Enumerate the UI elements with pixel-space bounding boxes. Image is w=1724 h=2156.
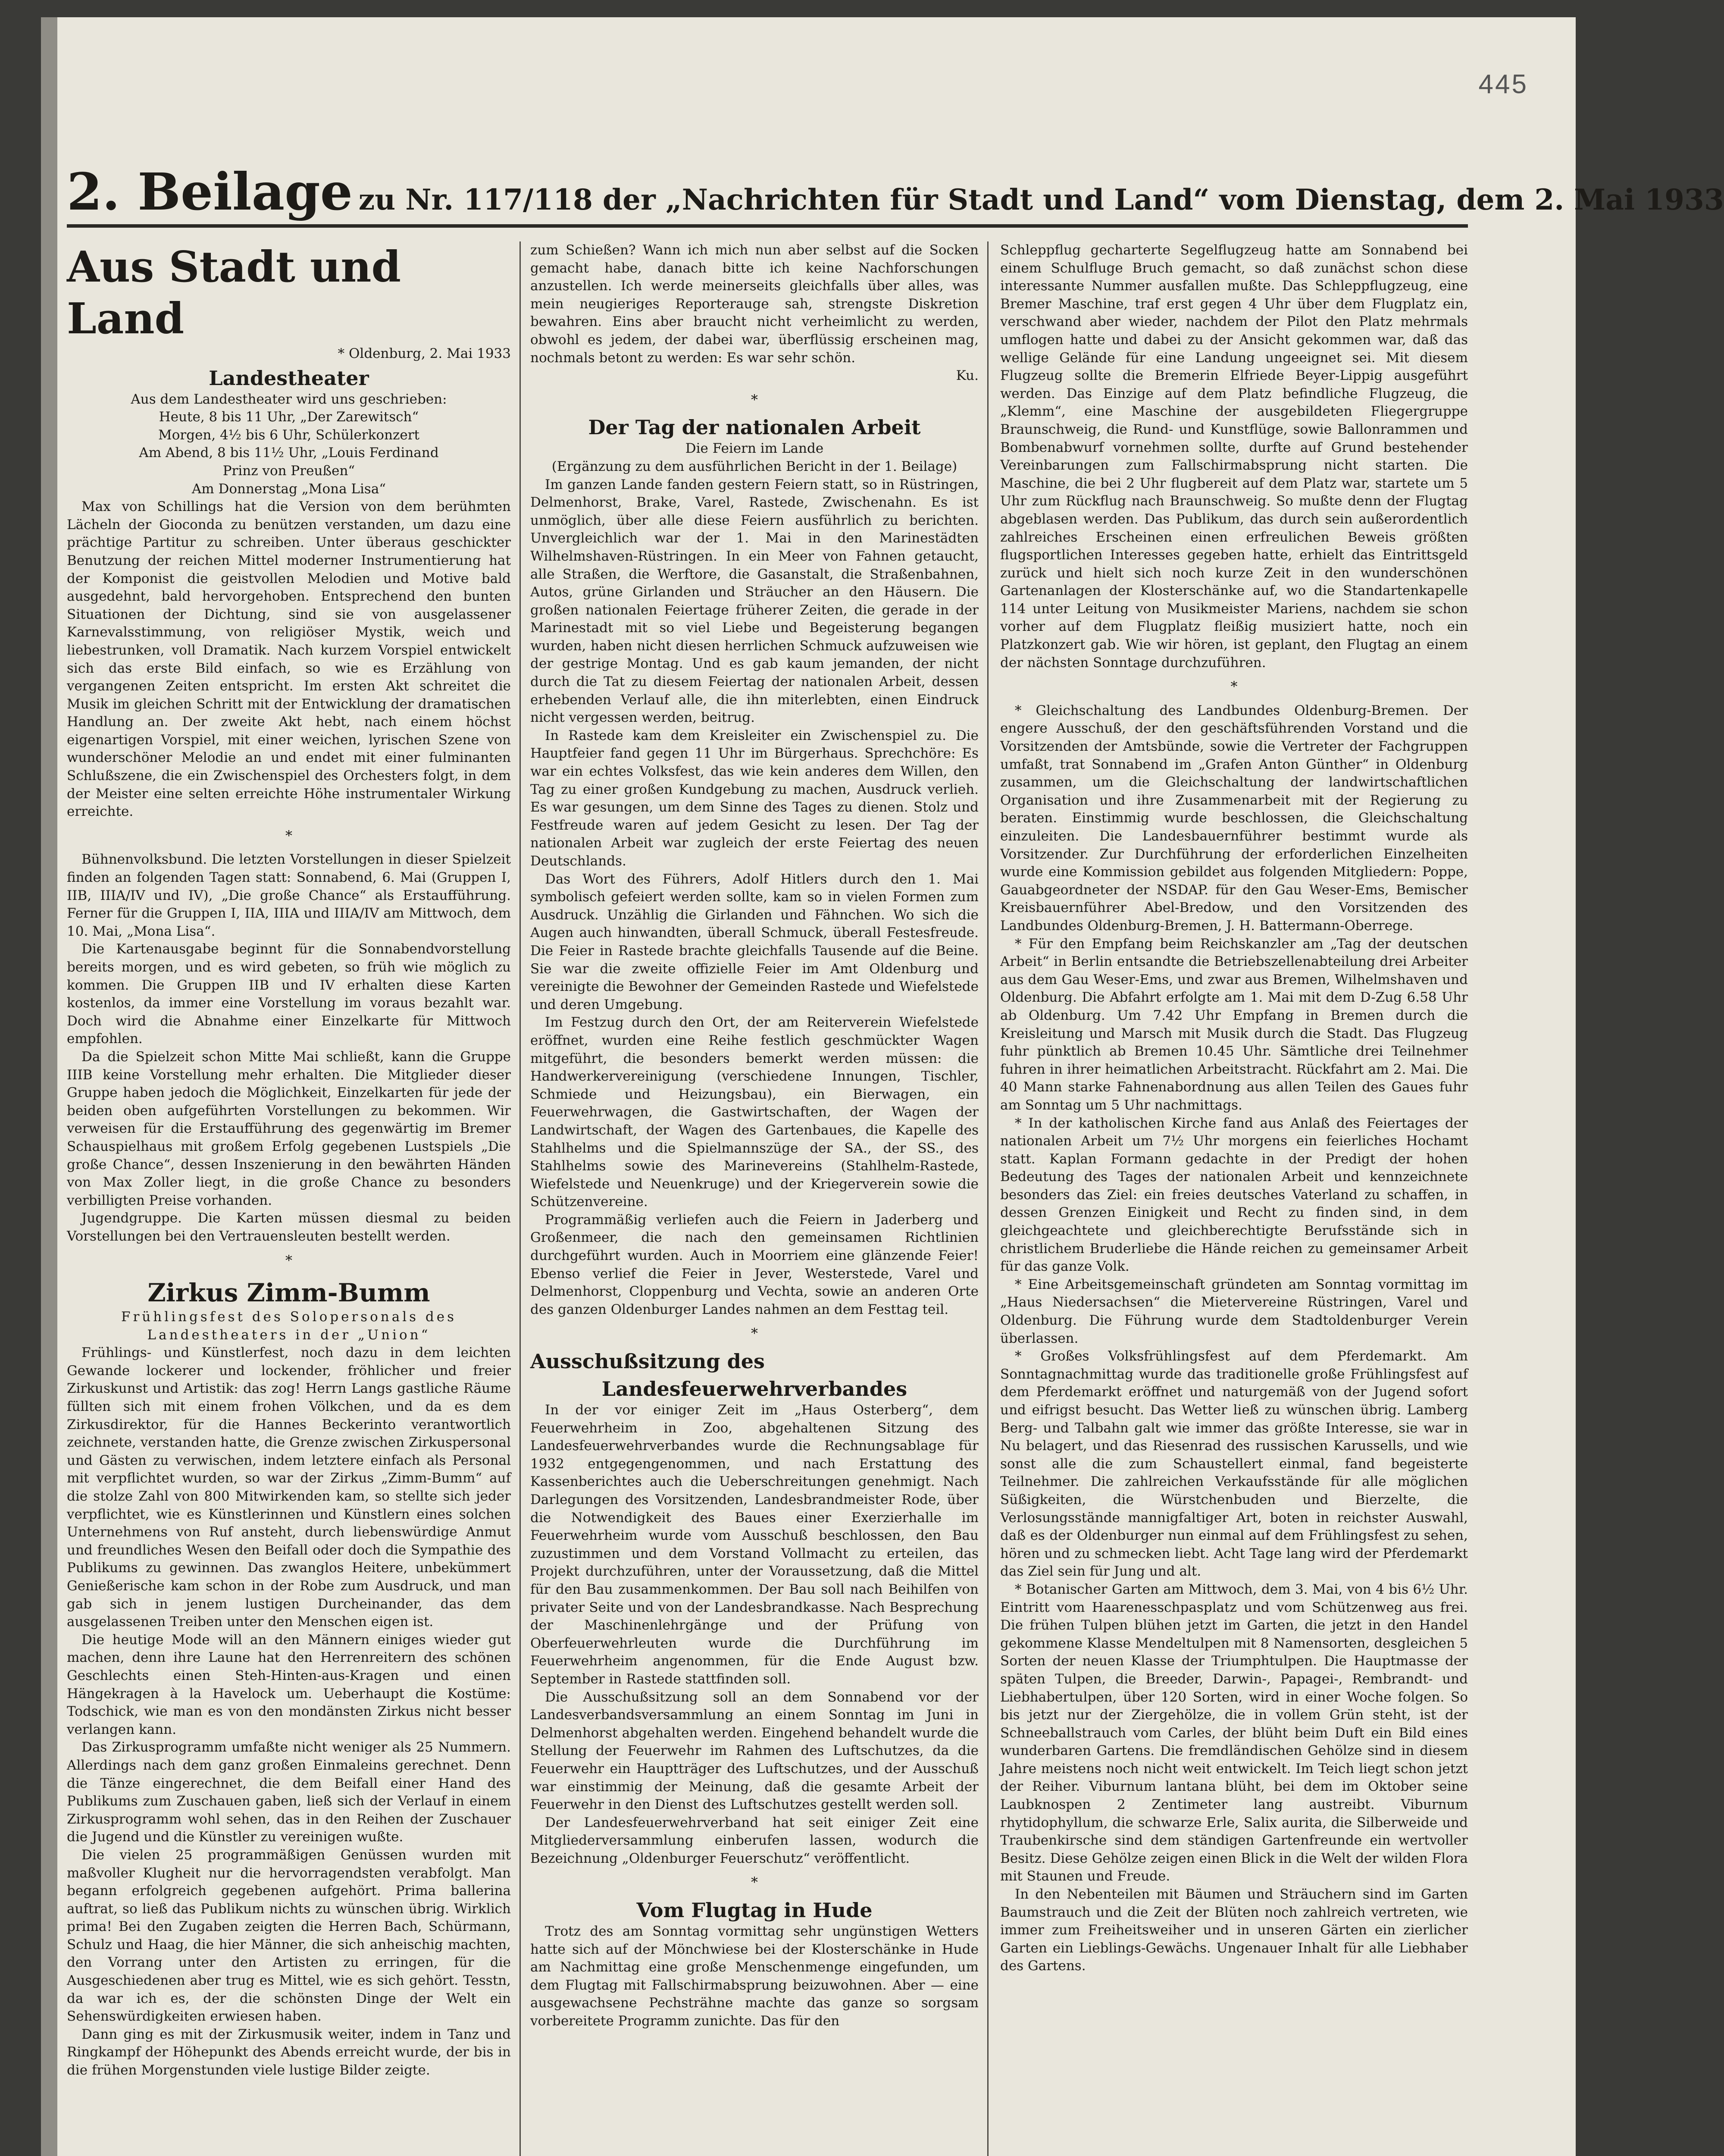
article-paragraph: Schleppflug gecharterte Segelflugzeug hatte am Sonnabend bei einem Schulfluge Bruch gemacht, so daß zunächst schon diese interessante Nummer ausfallen mußte. Das Schleppflugzeug, eine Bremer Maschine, traf erst gegen 4 Uhr über dem Flugplatz ein, verschwand aber wieder, nachdem der Pilot den Platz mehrmals umflogen hatte und dabei zu der Ansicht gekommen war, daß das wellige Gelände für eine Landung ungeeignet sei. Mit diesem Flugzeug sollte die Bremerin Elfriede Beyer-Lippig ausgeführt werden. Das Einzige auf dem Platz befindliche Flugzeug, die „Klemm“, eine Maschine der ausgebildeten Fliegergruppe Braunschweig, die Rund- und Kunstflüge, sowie Ballonrammen und Bombenabwurf vornehmen sollte, durfte auf Grund bestehender Vereinbarungen zum Fallschirmabsprung nicht starten. Die Maschine, die bei 2 Uhr flugbereit auf dem Platz war, startete um 5 Uhr zum Rückflug nach Braunschweig. So mußte denn der Flugtag abgeblasen werden. Das Publikum, das durch sein außerordentlich zahlreiches Erscheinen einen erfreulichen Beweis größten flugsportlichen Interesses gegeben hatte, erhielt das Eintrittsgeld zurück und hielt sich noch kurze Zeit in den wunderschönen Gartenanlagen der Klosterschänke auf, wo die Standartenkapelle 114 unter Leitung von Musikmeister Mariens, nachdem sie schon vorher auf dem Flugplatz fleißig musiziert hatte, noch ein Platzkonzert gab. Wie wir hören, ist geplant, den Flugtag an einem der nächsten Sonntage durchzuführen. bbox=[1000, 242, 1468, 671]
schedule-line: Morgen, 4½ bis 6 Uhr, Schülerkonzert bbox=[158, 427, 419, 443]
masthead-rule bbox=[67, 224, 1468, 228]
dateline: * Oldenburg, 2. Mai 1933 bbox=[338, 346, 511, 361]
separator-star: * bbox=[285, 1252, 292, 1269]
supplement-title: 2. Beilage bbox=[67, 162, 353, 222]
news-item: * Eine Arbeitsgemeinschaft gründeten am Sonntag vormittag im „Haus Niedersachsen“ die Mietervereine Rüstringen, Varel und Oldenburg. Die Führung wurde dem Stadtoldenburger Verein überlassen. bbox=[1000, 1276, 1468, 1346]
article-paragraph: Da die Spielzeit schon Mitte Mai schließt, kann die Gruppe IIIB keine Vorstellung mehr erhalten. Die Mitglieder dieser Gruppe haben jedoch die Möglichkeit, Einzelkarten für jede der beiden oben aufgeführten Vorstellungen zu bekommen. Wir verweisen für die Erstaufführung des gegenwärtig im Bremer Schauspielhaus mit großem Erfolg gegebenen Lustspiels „Die große Chance“, dessen Inszenierung in den bewährten Händen von Max Zoller liegt, in die große Chance zu besonders verbilligten Preise vorhanden. bbox=[67, 1049, 511, 1208]
article-paragraph: Das Zirkusprogramm umfaßte nicht weniger als 25 Nummern. Allerdings nach dem ganz großen Einmaleins gerechnet. Denn die Tänze eingerechnet, die dem Beifall einer Hand des Publikums zum Zuschauen gaben, ließ sich der Verlauf in einem Zirkusprogramm wohl sehen, das in den Reihen der Zuschauer die Jugend und die Künstler zu vereinigen wußte. bbox=[67, 1739, 511, 1845]
schedule-line: Am Abend, 8 bis 11½ Uhr, „Louis Ferdinand bbox=[139, 445, 439, 461]
column-1 bbox=[67, 241, 511, 2156]
circus-heading: Zirkus Zimm-Bumm bbox=[147, 1278, 430, 1308]
news-item: * Botanischer Garten am Mittwoch, dem 3. Mai, von 4 bis 6½ Uhr. Eintritt vom Haarenesschpasplatz und vom Schützenweg aus frei. Die frühen Tulpen blühen jetzt im Garten, die jetzt in den Handel gekommene Klasse Mendeltulpen mit 8 Namensorten, desgleichen 5 Sorten der neuen Klasse der Triumphtulpen. Die Hauptmasse der späten Tulpen, die Breeder, Darwin-, Papagei-, Rembrandt- und Liebhabertulpen, über 120 Sorten, wird in einer Woche folgen. So bis jetzt nur der Ziergehölze, die in vollem Grün steht, ist der Schneeballstrauch vom Carles, der blüht beim Duft ein Bild eines wunderbaren Gartens. Die fremdländischen Gehölze sind in diesem Jahre meistens noch nicht weit entwickelt. Im Teich liegt schon jetzt der Reiher. Viburnum lantana blüht, bei dem im Oktober seine Laubknospen 2 Zentimeter lang austreibt. Viburnum rhytidophyllum, die schwarze Erle, Salix aurita, die Silberweide und Traubenkirsche sind dem ständigen Gartenfreunde ein wertvoller Besitz. Diese Gehölze zeigen einen Blick in die Welt der wilden Flora mit Staunen und Freude. bbox=[1000, 1581, 1468, 1884]
article-paragraph: Das Wort des Führers, Adolf Hitlers durch den 1. Mai symbolisch gefeiert werden sollte, kam so in vielen Formen zum Ausdruck. Unzählig die Girlanden und Fähnchen. Wo sich die Augen auch hinwandten, überall Schmuck, überall Festesfreude. Die Feier in Rastede brachte gleichfalls Tausende auf die Beine. Sie war die zweite offizielle Feier im Amt Oldenburg und vereinigte die Bewohner der Gemeinden Rastede und Wiefelstede und deren Umgebung. bbox=[530, 871, 979, 1012]
article-paragraph: Die Ausschußsitzung soll an dem Sonnabend vor der Landesverbandsversammlung an einem Sonntag im Juni in Delmenhorst abgehalten werden. Eingehend behandelt wurde die Stellung der Feuerwehr im Rahmen des Luftschutzes, da die Feuerwehr ein Hauptträger des Luftschutzes, und der Ausschuß war einstimmig der Meinung, daß die gesamte Arbeit der Feuerwehr in den Dienst des Luftschutzes gestellt werden soll. bbox=[530, 1689, 979, 1813]
circus-subtitle: Frühlingsfest des Solopersonals des Landestheaters in der „Union“ bbox=[121, 1309, 457, 1343]
article-paragraph: Trotz des am Sonntag vormittag sehr ungünstigen Wetters hatte sich auf der Mönchwiese bei der Klosterschänke in Hude am Nachmittag eine große Menschenmenge eingefunden, um dem Flugtag mit Fallschirmabsprung beizuwohnen. Aber — eine ausgewachsene Pechsträhne machte das ganze so sorgsam vorbereitete Programm zunichte. Das für den bbox=[530, 1924, 979, 2029]
article-paragraph: Die Kartenausgabe beginnt für die Sonnabendvorstellung bereits morgen, und es wird gebeten, so früh wie möglich zu kommen. Die Gruppen IIB und IV erhalten diese Karten kostenlos, da immer eine Vorstellung im voraus bezahlt war. Doch wird die Abnahme einer Einzelkarte für Mittwoch empfohlen. bbox=[67, 941, 511, 1047]
schedule-line: Am Donnerstag „Mona Lisa“ bbox=[191, 481, 386, 497]
labour-note: (Ergänzung zu dem ausführlichen Bericht in der 1. Beilage) bbox=[551, 458, 957, 474]
article-paragraph: Der Landesfeuerwehrverband hat seit einiger Zeit eine Mitgliederversammlung einberufen lassen, wodurch die Bezeichnung „Oldenburger Feuerschutz“ veröffentlicht. bbox=[530, 1814, 979, 1866]
article-paragraph: Im ganzen Lande fanden gestern Feiern statt, so in Rüstringen, Delmenhorst, Brake, Varel, Rastede, Zwischenahn. Es ist unmöglich, über alle diese Feiern ausführlich zu berichten. Unvergleichlich war der 1. Mai in den Marinestädten Wilhelmshaven-Rüstringen. In ein Meer von Fahnen getaucht, alle Straßen, die Werftore, die Gasanstalt, die Straßenbahnen, Autos, grüne Girlanden und Sträucher an den Häusern. Die großen nationalen Feiertage früherer Zeiten, die gerade in der Marinestadt mit so viel Liebe und Begeisterung begangen wurden, haben nicht diesen herrlichen Schmuck aufzuweisen wie der gestrige Montag. Und es gab kaum jemanden, der nicht durch die Tat zu diesem Feiertag der nationalen Arbeit, dessen erhebenden Verlauf alle, die ihn miterlebten, einen Eindruck nicht vergessen werden, beitrug. bbox=[530, 476, 979, 726]
article-paragraph: Im Festzug durch den Ort, der am Reiterverein Wiefelstede eröffnet, wurden eine Reihe festlich geschmückter Wagen mitgeführt, die besonders bemerkt werden müssen: die Handwerkervereinigung (verschiedene Innungen, Tischler, Schmiede und Heizungsbau), ein Bierwagen, ein Feuerwehrwagen, die Gastwirtschaften, der Wagen der Landwirtschaft, der Wagen des Gartenbaues, die Kapelle des Stahlhelms und die Spielmannszüge der SA., der SS., des Stahlhelms sowie des Marinevereins (Stahlhelm-Rastede, Wiefelstede und Neuenkruge) und der Kriegerverein sowie die Schützenvereine. bbox=[530, 1015, 979, 1210]
fire-heading-2: Landesfeuerwehrverbandes bbox=[601, 1377, 907, 1401]
article-paragraph: Die heutige Mode will an den Männern einiges wieder gut machen, denn ihre Laune hat den Herrenreitern des schönen Geschlechts einen Steh-Hinten-aus-Kragen und einen Hängekragen à la Havelock um. Ueberhaupt die Kostüme: Todschick, wie man es von den mondänsten Zirkus nicht besser verlangen kann. bbox=[67, 1632, 511, 1737]
schedule-line: Prinz von Preußen“ bbox=[222, 463, 355, 479]
news-item: * Großes Volksfrühlingsfest auf dem Pferdemarkt. Am Sonntagnachmittag wurde das traditionelle große Frühlingsfest auf dem Pferdemarkt eröffnet und naturgemäß von der Jugend sofort und eifrigst besucht. Das Wetter ließ zu wünschen übrig. Lamberg Berg- und Talbahn galt wie immer das größte Interesse, sie war in Nu belagert, und das Riesenrad des russischen Karussells, und wie sonst alle die zum Schaustellert einmal, fand begeisterte Teilnehmer. Die zahlreichen Verkaufsstände für alle möglichen Süßigkeiten, die Würstchenbuden und Bierzelte, die Verlosungsstände mannigfaltiger Art, boten in reichster Auswahl, daß es der Oldenburger nun einmal auf dem Frühlingsfest zu sehen, hören und zu schmecken liebt. Acht Tage lang wird der Pferdemarkt das Ziel sein für Jung und alt. bbox=[1000, 1348, 1468, 1579]
article-paragraph: Dann ging es mit der Zirkusmusik weiter, indem in Tanz und Ringkampf der Höhepunkt des Abends erreicht wurde, der bis in die frühen Morgenstunden viele lustige Bilder zeigte. bbox=[67, 2026, 511, 2078]
theater-intro: Aus dem Landestheater wird uns geschrieben: bbox=[131, 391, 447, 407]
separator-star: * bbox=[285, 827, 292, 844]
article-paragraph: Bühnenvolksbund. Die letzten Vorstellungen in dieser Spielzeit finden an folgenden Tagen statt: Sonnabend, 6. Mai (Gruppen I, IIB, IIIA/IV und IV), „Die große Chance“ als Erstaufführung. Ferner für die Gruppen I, IIA, IIIA und IIIA/IV am Mittwoch, dem 10. Mai, „Mona Lisa“. bbox=[67, 852, 511, 939]
labour-heading: Der Tag der nationalen Arbeit bbox=[588, 416, 921, 439]
news-item: * Für den Empfang beim Reichskanzler am „Tag der deutschen Arbeit“ in Berlin entsandte die Betriebszellenabteilung drei Arbeiter aus dem Gau Weser-Ems, und zwar aus Bremen, Wilhelmshaven und Oldenburg. Die Abfahrt erfolgte am 1. Mai mit dem D-Zug 6.58 Uhr ab Oldenburg. Um 7.42 Uhr Empfang in Bremen durch die Kreisleitung und Marsch mit Musik durch die Stadt. Das Flugzeug fuhr pünktlich ab Bremen 10.45 Uhr. Sämtliche drei Teilnehmer fuhren in ihrer heimatlichen Arbeitstracht. Rückfahrt am 2. Mai. Die 40 Mann starke Fahnenabordnung aus allen Teilen des Gaues fuhr am Sonntag um 5 Uhr nachmittags. bbox=[1000, 936, 1468, 1113]
article-paragraph: In der vor einiger Zeit im „Haus Osterberg“, dem Feuerwehrheim in Zoo, abgehaltenen Sitzung des Landesfeuerwehrverbandes wurde die Rechnungsablage für 1932 entgegengenommen, und nach Erstattung des Kassenberichtes auch die Ueberschreitungen genehmigt. Nach Darlegungen des Vorsitzenden, Landesbrandmeister Rode, über die Notwendigkeit des Baues einer Exerzierhalle im Feuerwehrheim wurde vom Ausschuß beschlossen, den Bau zuzustimmen und dem Vorstand Vollmacht zu erteilen, das Projekt durchzuführen, unter der Voraussetzung, daß die Mittel für den Bau zusammenkommen. Der Bau soll nach Beihilfen von privater Seite und von der Landesbrandkasse. Nach Besprechung der Maschinenlehrgänge und der Prüfung von Oberfeuerwehrleuten wurde die Durchführung im Feuerwehrheim angenommen, für die Ende August bzw. September in Rastede stattfinden soll. bbox=[530, 1402, 979, 1687]
separator-star: * bbox=[1230, 678, 1238, 695]
news-item: In den Nebenteilen mit Bäumen und Sträuchern sind im Garten Baumstrauch und die Zeit der Blüten noch zahlreich vertreten, wie immer zum Freiheitsweiher und in unseren Gärten ein zierlicher Garten ein Lieblings-Gewächs. Ungenauer Inhalt für alle Liebhaber des Gartens. bbox=[1000, 1887, 1468, 1974]
article-paragraph: Programmäßig verliefen auch die Feiern in Jaderberg und Großenmeer, die nach den gemeinsamen Richtlinien durchgeführt wurden. Auch in Moorriem eine glänzende Feier! Ebenso verlief die Feier in Jever, Westerstede, Varel und Delmenhorst, Cloppenburg und Vechta, sowie an anderen Orte des ganzen Oldenburger Landes nahmen an dem Festtag teil. bbox=[530, 1212, 979, 1317]
theater-heading: Landestheater bbox=[209, 366, 369, 390]
news-item: * In der katholischen Kirche fand aus Anlaß des Feiertages der nationalen Arbeit um 7½ Uhr morgens ein feierliches Hochamt statt. Kaplan Formann gedachte in der Predigt der hohen Bedeutung des Tages der nationalen Arbeit und kennzeichnete besonders das Ziel: ein freies deutsches Vaterland zu schaffen, in dessen Grenzen Einigkeit und Recht zu finden sind, in dem gleichgeachtete und gleichberechtigte Berufsstände sich in christlichem Bruderliebe die Hände reichen zu gemeinsamer Arbeit für das ganze Volk. bbox=[1000, 1115, 1468, 1275]
column-3 bbox=[1000, 241, 1468, 2147]
article-paragraph: Frühlings- und Künstlerfest, noch dazu in dem leichten Gewande lockerer und lockender, fröhlicher und freier Zirkuskunst und Artistik: das zog! Herrn Langs gastliche Räume füllten sich mit einem frohen Völkchen, und da es dem Zirkusdirektor, für die Hannes Beckerinto verantwortlich zeichnete, verstanden hatte, die Grenze zwischen Zirkuspersonal und Gästen zu verwischen, indem letztere einfach als Personal mit verpflichtet wurden, so war der Zirkus „Zimm-Bumm“ auf die stolze Zahl von 800 Mitwirkenden kam, so stellte sich jeder verpflichtet, wie es Künstlerinnen und Künstlern eines solchen Unternehmens von Ruf ansteht, durch liebenswürdige Anmut und freundliches Wesen den Beifall oder doch die Sympathie des Publikums zu gewinnen. Das zwanglos Heitere, unbekümmert Genießerische kam schon in der Robe zum Ausdruck, und man gab sich in jenem lustigen Durcheinander, das dem ausgelassenen Treiben unter den Menschen eigen ist. bbox=[67, 1345, 511, 1630]
labour-subheading: Die Feiern im Lande bbox=[685, 441, 824, 457]
news-item: * Gleichschaltung des Landbundes Oldenburg-Bremen. Der engere Ausschuß, der den geschäftsführenden Vorstand und die Vorsitzenden der Amtsbünde, sowie die Vertreter der Fachgruppen umfaßt, trat Sonnabend im „Grafen Anton Günther“ in Oldenburg zusammen, um die Gleichschaltung der landwirtschaftlichen Organisation und ihre Zusammenarbeit mit der Regierung zu beraten. Einstimmig wurde beschlossen, die Gleichschaltung einzuleiten. Die Landesbauernführer bestimmt wurde als Vorsitzender. Zur Durchführung der erforderlichen Einzelheiten wurde eine Kommission gebildet aus folgenden Mitgliedern: Poppe, Gauabgeordneter der NSDAP. für den Gau Weser-Ems, Bemischer Kreisbauernführer Abel-Bredow, und den Vorsitzenden des Landbundes Oldenburg-Bremen, J. H. Battermann-Oberrege. bbox=[1000, 702, 1468, 934]
article-paragraph: zum Schießen? Wann ich mich nun aber selbst auf die Socken gemacht habe, danach bitte ich keine Nachforschungen anzustellen. Ich werde meinerseits gleichfalls über alles, was mein neugieriges Reporterauge sah, strengste Diskretion bewahren. Eins aber braucht nicht verheimlicht zu werden, obwohl es jedem, der dabei war, überflüssig erscheinen mag, nochmals betont zu werden: Es war sehr schön. bbox=[530, 242, 979, 366]
separator-star: * bbox=[751, 1325, 758, 1342]
article-paragraph: Die vielen 25 programmäßigen Genüssen wurden mit maßvoller Klugheit nur die hervorragendsten verabfolgt. Man begann erfolgreich gegebenen aufgehört. Prima ballerina auftrat, so ließ das Publikum nichts zu wünschen übrig. Wirklich prima! Bei den Zugaben zeigten die Herren Bach, Schürmann, Schulz und Haag, die hier Männer, die sich anheischig machten, den Vorrang unter den Artisten zu erringen, für die Ausgeschiedenen aber trug es Mittel, wie es sich gehört. Tesstn, da war ich es, der die schönsten Dinge der Welt ein Sehenswürdigkeiten erwiesen haben. bbox=[67, 1847, 511, 2024]
column-separator bbox=[987, 241, 989, 2156]
separator-star: * bbox=[751, 1874, 758, 1891]
article-paragraph: Jugendgruppe. Die Karten müssen diesmal zu beiden Vorstellungen bei den Vertrauensleuten bestellt werden. bbox=[67, 1210, 511, 1244]
article-paragraph: Max von Schillings hat die Version von dem berühmten Lächeln der Gioconda zu benützen verstanden, um dazu eine prächtige Partitur zu schreiben. Unter überaus geschickter Benutzung der reichen Mittel moderner Instrumentierung hat der Komponist die geistvollen Melodien und Motive bald ausgedehnt, bald hervorgehoben. Entsprechend den bunten Situationen der Dichtung, sind sie von ausgelassener Karnevalsstimmung, von religiöser Mystik, weich und liebestrunken, voll Dramatik. Nach kurzem Vorspiel entwickelt sich das erste Bild einfach, so wie es Erzählung von vergangenen Zeiten entspricht. Im ersten Akt schreitet die Musik im gleichen Schritt mit der Entwicklung der dramatischen Handlung an. Der zweite Akt hebt, nach einem höchst eigenartigen Vorspiel, mit einer weichen, lyrischen Szene von wunderschöner Melodie an und endet mit einer fulminanten Schlußszene, die ein Zwischenspiel des Orchesters folgt, in dem der Meister eine selten erreichte Höhe instrumentaler Wirkung erreichte. bbox=[67, 499, 511, 820]
section-title: Aus Stadt und Land bbox=[67, 242, 401, 344]
page-number: 445 bbox=[1478, 69, 1528, 99]
author-sign: Ku. bbox=[956, 368, 979, 384]
column-separator bbox=[519, 241, 521, 2156]
column-2 bbox=[530, 241, 979, 2156]
fire-heading: Ausschußsitzung des bbox=[530, 1350, 765, 1373]
article-paragraph: In Rastede kam dem Kreisleiter ein Zwischenspiel zu. Die Hauptfeier fand gegen 11 Uhr im Bürgerhaus. Sprechchöre: Es war ein echtes Volksfest, das wie kein anderes dem Willen, den Tag zu einer großen Kundgebung zu machen, Ausdruck verlieh. Es war gesungen, um dem Sinne des Tages zu dienen. Stolz und Festfreude waren auf jedem Gesicht zu lesen. Der Tag der nationalen Arbeit war zugleich der erste Feiertag des neuen Deutschlands. bbox=[530, 727, 979, 869]
flight-heading: Vom Flugtag in Hude bbox=[636, 1899, 873, 1922]
separator-star: * bbox=[751, 391, 758, 408]
binding-edge bbox=[41, 17, 57, 2156]
schedule-line: Heute, 8 bis 11 Uhr, „Der Zarewitsch“ bbox=[159, 409, 419, 425]
masthead bbox=[67, 162, 1724, 222]
masthead-issue-line: zu Nr. 117/118 der „Nachrichten für Stadt und Land“ vom Dienstag, dem 2. Mai 1933 bbox=[358, 183, 1724, 216]
newspaper-page bbox=[41, 17, 1724, 2156]
